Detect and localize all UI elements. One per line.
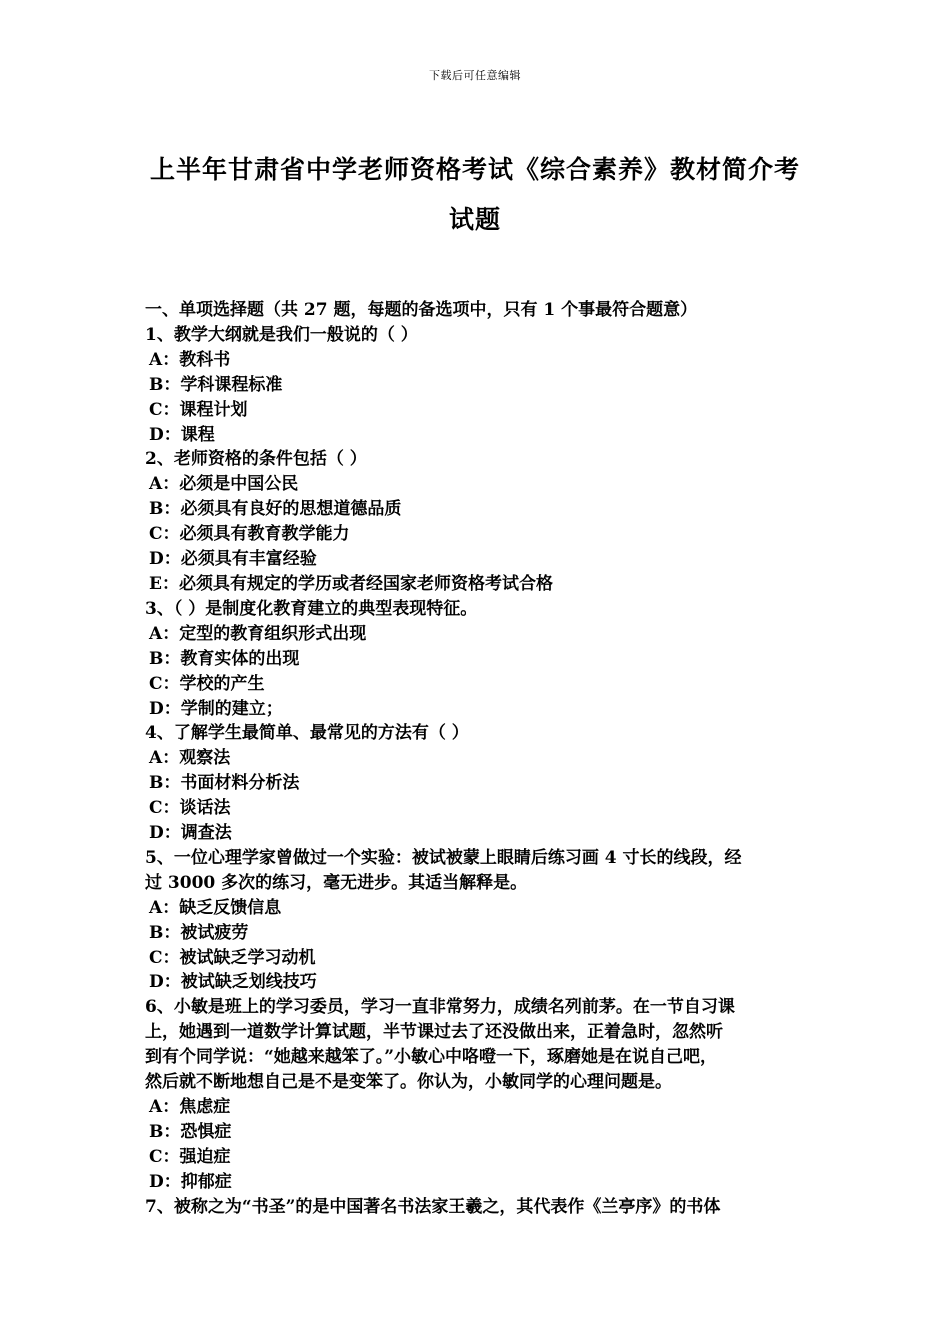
q5-option-b: B：被试疲劳: [149, 922, 249, 943]
q6-option-a: A：焦虑症: [149, 1097, 231, 1117]
q4-option-c: C：谈话法: [149, 798, 231, 819]
q3-option-a: A：定型的教育组织形式出现: [149, 623, 367, 644]
question-6-line-1: 6、小敏是班上的学习委员，学习一直非常努力，成绩名列前茅。在一节自习课: [145, 997, 735, 1018]
question-6-line-4: 然后就不断地想自己是不是变笨了。你认为，小敏同学的心理问题是。: [145, 1072, 672, 1093]
q5-option-a: A：缺乏反馈信息: [149, 897, 282, 918]
q1-option-b: B：学科课程标准: [149, 374, 283, 395]
q2-option-d: D：必须具有丰富经验: [149, 549, 317, 570]
q6-option-b: B：恐惧症: [149, 1121, 232, 1142]
q1-option-c: C：课程计划: [149, 399, 248, 420]
question-7: 7、被称之为“书圣”的是中国著名书法家王羲之，其代表作《兰亭序》的书体: [145, 1196, 721, 1217]
q4-option-a: A：观察法: [149, 748, 231, 769]
q1-option-d: D：课程: [149, 424, 215, 445]
q4-option-b: B：书面材料分析法: [149, 773, 300, 794]
q1-option-a: A：教科书: [149, 349, 231, 370]
question-6-line-2: 上，她遇到一道数学计算试题，半节课过去了还没做出来，正着急时，忽然听: [145, 1022, 723, 1043]
header-note: 下载后可任意编辑: [429, 69, 521, 82]
q2-option-c: C：必须具有教育教学能力: [149, 524, 350, 545]
q5-option-c: C：被试缺乏学习动机: [149, 947, 316, 968]
question-6-line-3: 到有个同学说：“她越来越笨了。”小敏心中咯噔一下，琢磨她是在说自己吧，: [145, 1047, 718, 1068]
q2-option-e: E：必须具有规定的学历或者经国家老师资格考试合格: [149, 573, 553, 594]
document-title-continued: 试题: [448, 205, 501, 234]
q4-option-d: D：调查法: [149, 823, 232, 844]
question-5-line-1: 5、一位心理学家曾做过一个实验：被试被蒙上眼睛后练习画 4 寸长的线段，经: [145, 847, 742, 868]
q2-option-b: B：必须具有良好的思想道德品质: [149, 499, 402, 520]
q6-option-d: D：抑郁症: [149, 1171, 232, 1192]
document-title: 上半年甘肃省中学老师资格考试《综合素养》教材简介考: [149, 155, 800, 184]
question-list: [145, 298, 825, 1220]
q3-option-d: D：学制的建立；: [149, 698, 283, 719]
q6-option-c: C：强迫症: [149, 1146, 231, 1167]
q5-option-d: D：被试缺乏划线技巧: [149, 972, 317, 993]
question-2: 2、老师资格的条件包括（ ）: [145, 449, 367, 470]
q2-option-a: A：必须是中国公民: [149, 474, 299, 495]
q3-option-b: B：教育实体的出现: [149, 648, 300, 669]
question-3: 3、（ ）是制度化教育建立的典型表现特征。: [145, 598, 478, 619]
question-5-line-2: 过 3000 多次的练习，毫无进步。其适当解释是。: [145, 872, 528, 893]
q3-option-c: C：学校的产生: [149, 673, 265, 694]
question-1: 1、教学大纲就是我们一般说的（ ）: [145, 324, 418, 345]
section-heading: 一、单项选择题（共 27 题，每题的备选项中，只有 1 个事最符合题意）: [145, 300, 698, 320]
question-4: 4、了解学生最简单、最常见的方法有（ ）: [145, 723, 469, 744]
